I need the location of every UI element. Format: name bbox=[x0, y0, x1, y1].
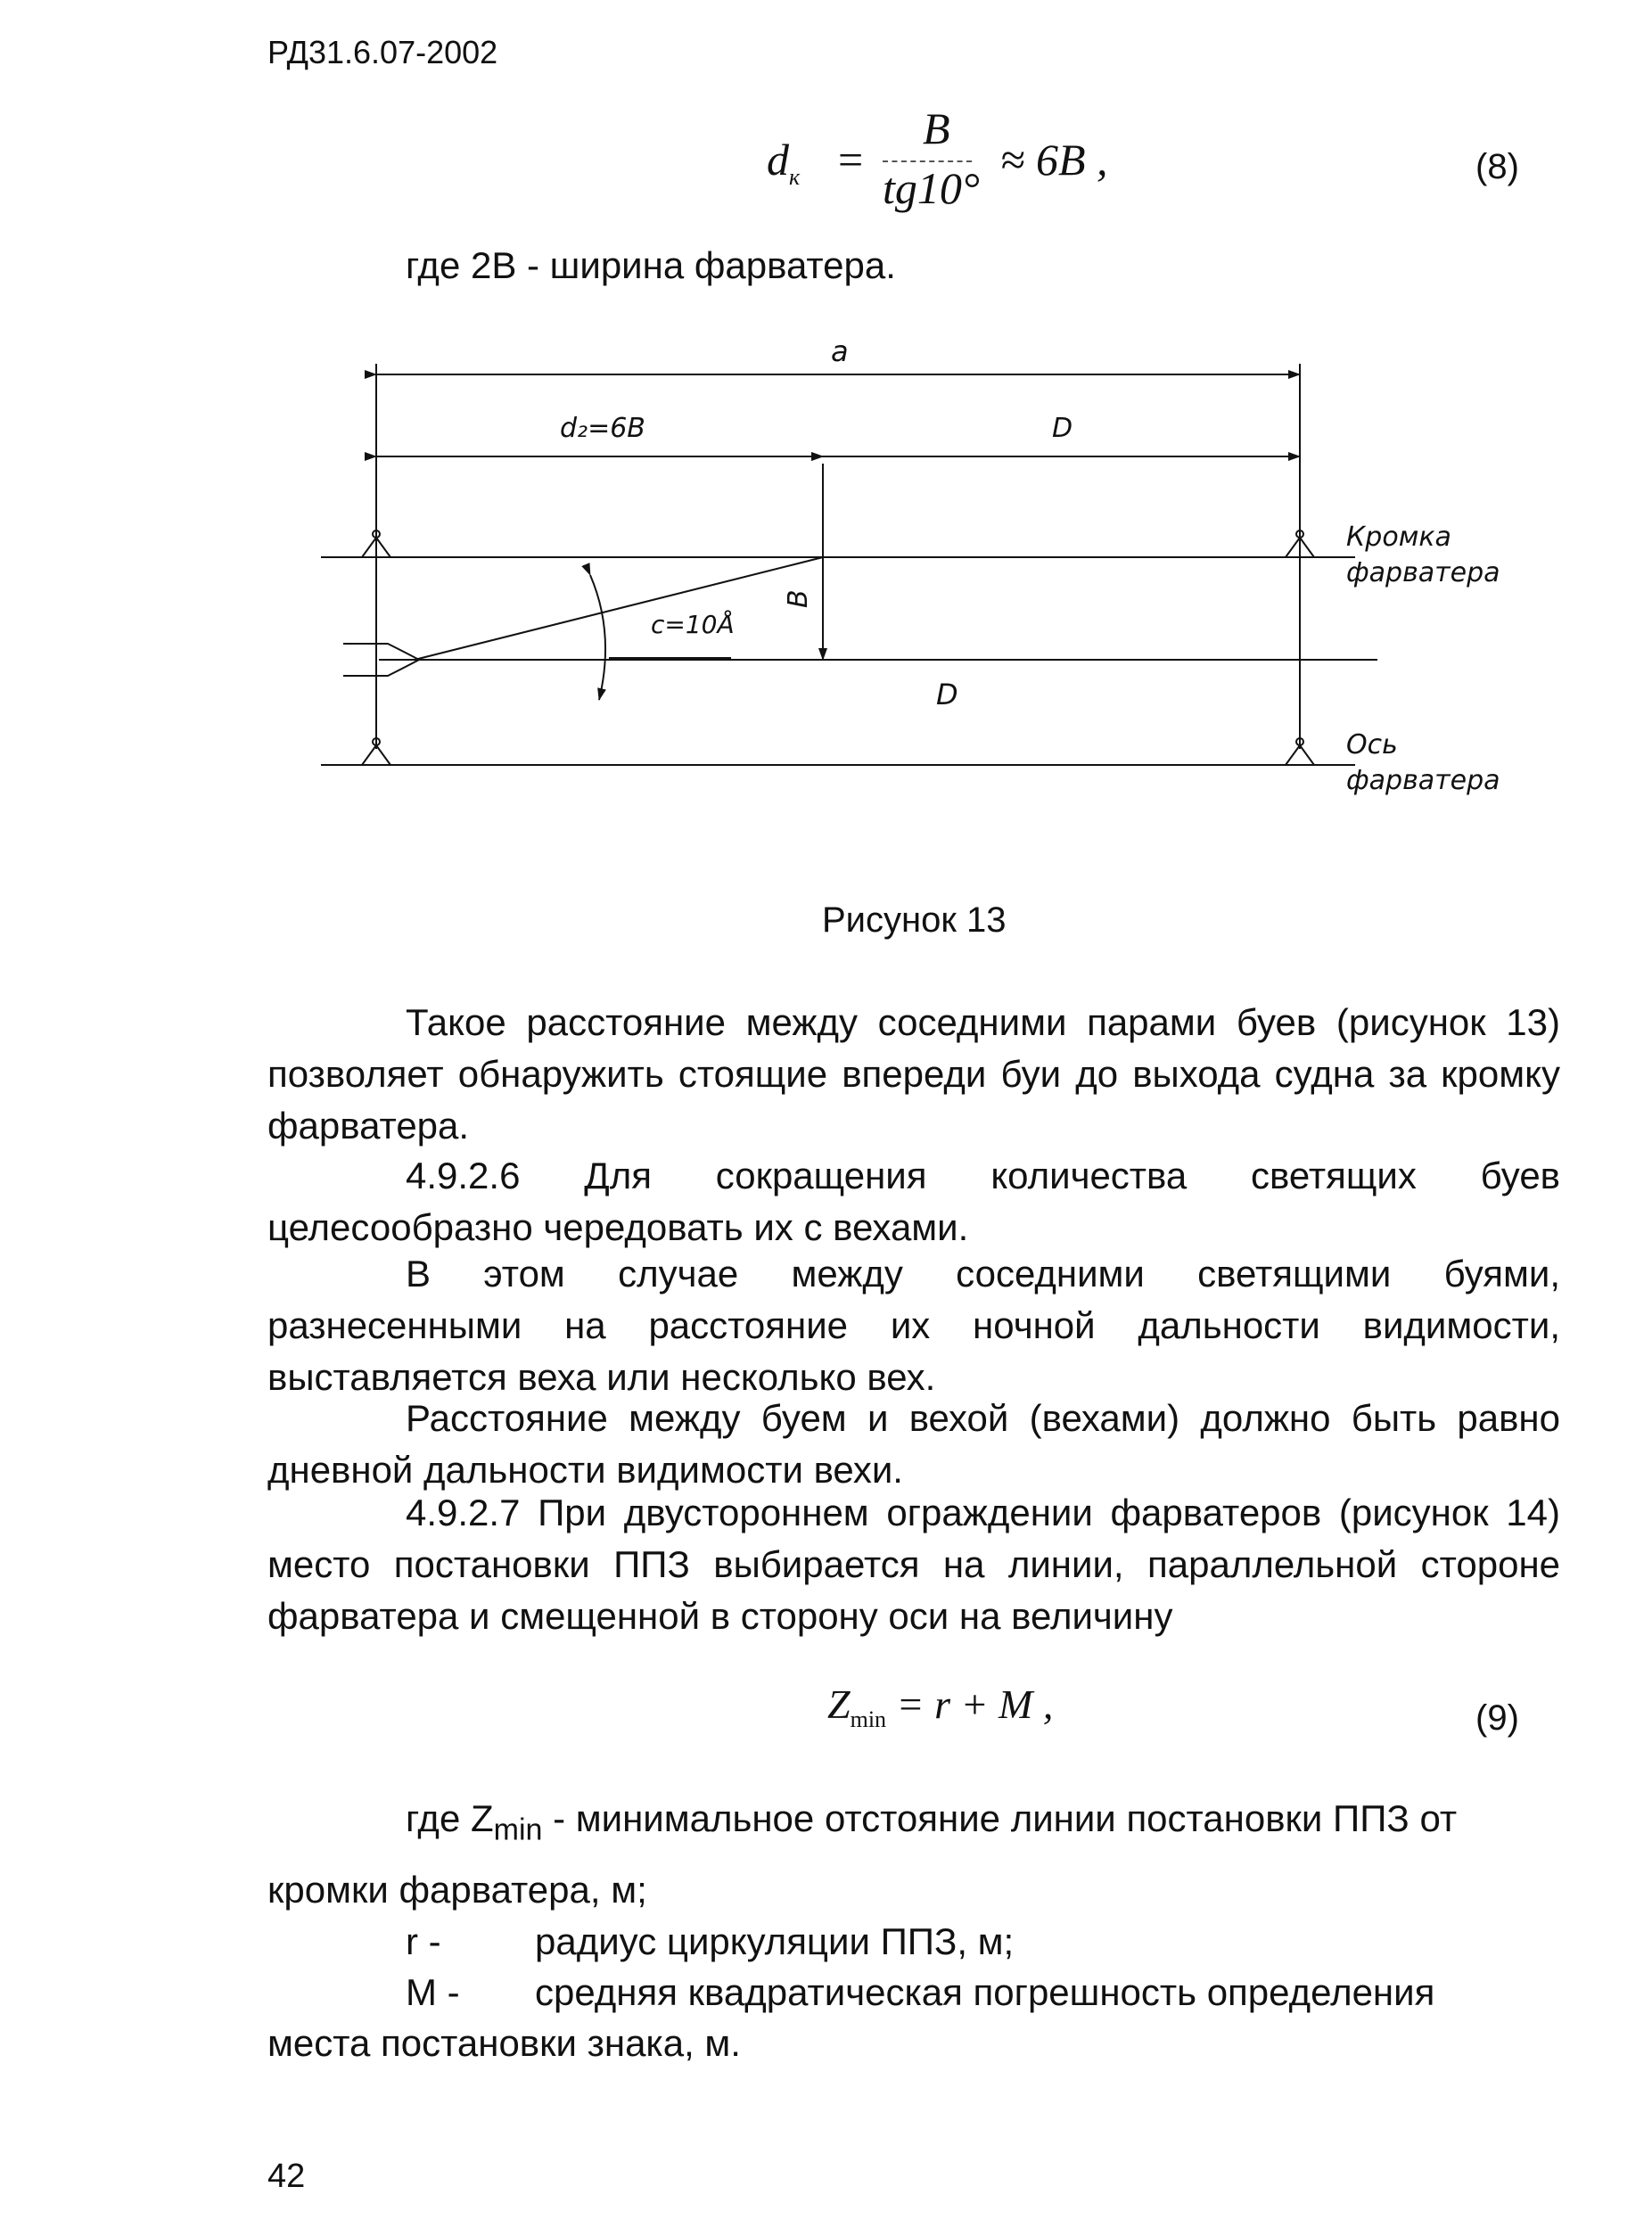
equation-number-8: (8) bbox=[1475, 147, 1519, 186]
formula-8-numerator: B bbox=[923, 103, 950, 153]
label-D-mid: D bbox=[936, 678, 958, 711]
formula-8-eq: = bbox=[838, 135, 864, 185]
formula-9-lhs-sub: min bbox=[850, 1706, 887, 1733]
label-D-top: D bbox=[1052, 413, 1073, 444]
label-axis-2: фарватера bbox=[1346, 765, 1500, 796]
formula-8-denominator: tg10° bbox=[883, 163, 980, 213]
document-code: РД31.6.07-2002 bbox=[267, 34, 498, 70]
equation-number-9: (9) bbox=[1475, 1698, 1519, 1738]
label-B: B bbox=[783, 589, 814, 608]
sight-line bbox=[415, 557, 823, 660]
paragraph-5: 4.9.2.7 При двустороннем ограждении фарватеров (рисунок 14) место постановки ППЗ выбирается на линии, параллельной стороне фарватера и смещенной в сторону оси на величину bbox=[267, 1492, 1560, 1637]
paragraph-3: В этом случае между соседними светящими буями, разнесенными на расстояние их ночной дальности видимости, выставляется веха или несколько вех. bbox=[267, 1253, 1560, 1398]
definition-zmin-cont: кромки фарватера, м; bbox=[267, 1869, 647, 1911]
figure-caption: Рисунок 13 bbox=[822, 900, 1007, 940]
label-d2: d₂=6B bbox=[560, 413, 645, 444]
label-angle: c=10Å bbox=[651, 610, 735, 639]
label-edge-1: Кромка bbox=[1346, 522, 1451, 553]
definition-m-symbol: М - bbox=[406, 1971, 460, 2013]
definition-zmin: где $Z_{min}$ - минимальное отстояние линии постановки ППЗ от bbox=[406, 1797, 1458, 1847]
definition-m-text: средняя квадратическая погрешность определения bbox=[535, 1971, 1435, 2013]
formula-8-approx: ≈ 6B , bbox=[1000, 135, 1108, 185]
formula-8 bbox=[767, 103, 1141, 223]
definition-r-symbol: r - bbox=[406, 1920, 441, 1962]
label-edge-2: фарватера bbox=[1346, 557, 1500, 588]
formula-9-lhs: Z bbox=[827, 1681, 851, 1727]
paragraph-2: 4.9.2.6 Для сокращения количества светящих буев целесообразно чередовать их с вехами. bbox=[267, 1155, 1560, 1248]
label-a: a bbox=[831, 334, 849, 368]
paragraph-1: Такое расстояние между соседними парами буев (рисунок 13) позволяет обнаружить стоящие впереди буи до выхода судна за кромку фарватера. bbox=[267, 1001, 1560, 1147]
where-text: где 2В - ширина фарватера. bbox=[406, 244, 896, 286]
figure-13 bbox=[321, 330, 1516, 829]
paragraph-4: Расстояние между буем и вехой (вехами) должно быть равно дневной дальности видимости вехи. bbox=[267, 1397, 1560, 1491]
page-number: 42 bbox=[267, 2158, 306, 2195]
formula-8-lhs: $d_к$ bbox=[767, 135, 801, 190]
definition-r-text: радиус циркуляции ППЗ, м; bbox=[535, 1920, 1015, 1962]
label-axis-1: Ось bbox=[1346, 729, 1398, 760]
angle-arc bbox=[590, 575, 605, 700]
definition-m-cont: места постановки знака, м. bbox=[267, 2022, 741, 2064]
formula-9 bbox=[827, 1681, 1053, 1733]
formula-9-rhs: = r + M , bbox=[896, 1681, 1054, 1727]
